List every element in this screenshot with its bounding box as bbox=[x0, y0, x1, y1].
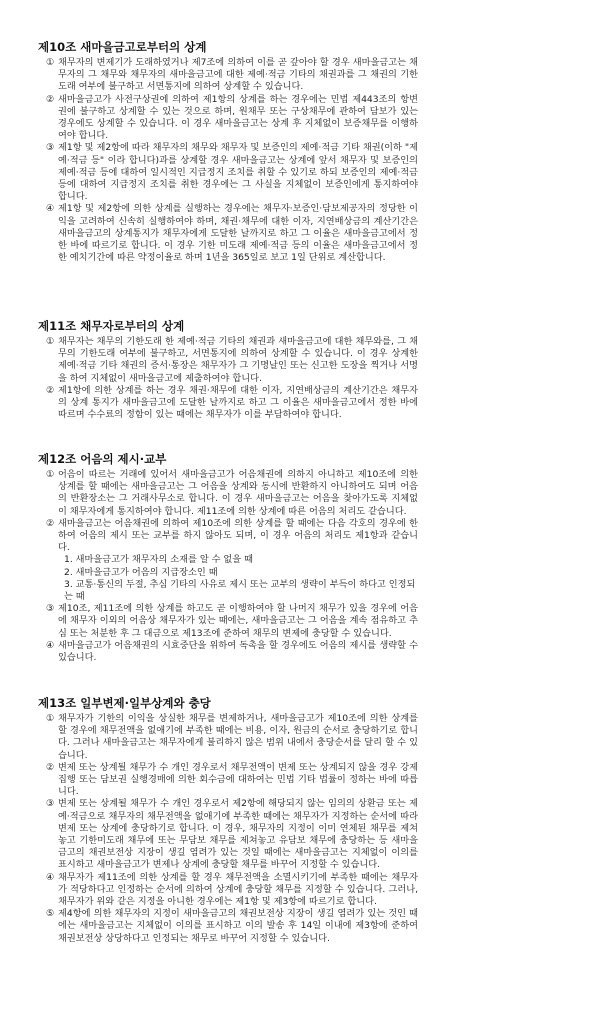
clause-text: 제1항에 의한 상계를 하는 경우 채권·채무에 대한 이자, 지연배상금의 계산기간은 채무자의 상계 통지가 새마을금고에 도달한 날까지로 하고 그 이율은 새마을금고에서 정한 바에 따르며 수수료의 정함이 있는 때에는 채무자가 이를 부담하여야 합니다. bbox=[58, 384, 418, 421]
clause-text: 변제 또는 상계될 채무가 수 개인 경우로서 제2항에 해당되지 않는 임의의 상환금 또는 제예·적금으로 채무자의 채무전액을 없애기에 부족한 때에는 채무자가 지정하는 순서에 따라 변제 또는 상계에 충당하기로 합니다. 이 경우, 채무자의 지정이 이미 연체된 채무를 제쳐놓고 기한미도래 채무에 또는 무담보 채무를 제쳐놓고 유담보 채무에 충당하는 등 새마을금고의 채권보전상 지장이 생길 염려가 있는 것일 때에는 새마을금고는 지체없이 이의를 표시하고 새마을금고가 변제나 상계에 충당할 채무를 바꾸어 지정할 수 있습니다. bbox=[58, 798, 418, 871]
clause bbox=[46, 762, 418, 799]
clause-text: 어음이 따르는 거래에 있어서 새마을금고가 어음채권에 의하지 아니하고 제10조에 의한 상계를 할 때에는 새마을금고는 그 어음을 상계와 동시에 반환하지 아니하여도 되며 어음의 반환장소는 그 거래사무소로 합니다. 이 경우 새마을금고는 어음을 찾아가도록 지체없이 채무자에게 통지하여야 합니다. 제11조에 의한 상계에 따른 어음의 처리도 같습니다. bbox=[58, 469, 418, 517]
clause-subitem: 3. 교통·통신의 두절, 추심 기타의 사유로 제시 또는 교부의 생략이 부득이 하다고 인정되는 때 bbox=[64, 578, 416, 603]
article-title: 제12조 어음의 제시·교부 bbox=[38, 452, 167, 466]
clause-text: 새마을금고가 사전구상권에 의하여 제1항의 상계를 하는 경우에는 민법 제443조의 항변권에 불구하고 상계할 수 있는 것으로 하며, 원채무 또는 구상채무에 관하여 담보가 있는 경우에도 상계할 수 있습니다. 이 경우 새마을금고는 상계 후 지체없이 보증채무를 이행하여야 합니다. bbox=[58, 93, 418, 142]
clause bbox=[46, 872, 418, 909]
clause-number: ② bbox=[46, 761, 55, 773]
clause-text: 새마을금고는 어음채권에 의하여 제10조에 의한 상계를 할 때에는 다음 각호의 경우에 한하여 어음의 제시 또는 교부를 하지 않아도 되며, 이 경우 어음의 처리도 제1항과 같습니다. bbox=[58, 517, 418, 554]
left-article bbox=[38, 40, 418, 264]
clause-text: 채무자의 변제기가 도래하였거나 제7조에 의하여 이를 곧 갚아야 할 경우 새마을금고는 채무자의 그 채무와 채무자의 새마을금고에 대한 제예·적금 기타의 채권과를 그 채권의 기한도래 여부에 불구하고 서면통지에 의하여 상계할 수 있습니다. bbox=[58, 57, 418, 93]
clause-text: 변제 또는 상계될 채무가 수 개인 경우로서 채무전액이 변제 또는 상계되지 않을 경우 강제집행 또는 담보권 실행경매에 의한 회수금에 대하여는 민법 기타 법률이 정하는 바에 따릅니다. bbox=[58, 761, 418, 798]
clause-text: 채무자는 채무의 기한도래 한 제예·적금 기타의 채권과 새마을금고에 대한 채무와를, 그 채무의 기한도래 여부에 불구하고, 서면통지에 의하여 상계할 수 있습니다. 이 경우 상계한 제예·적금 기타 채권의 증서·통장은 채무자가 그 기명날인 또는 신고한 도장을 찍거나 서명을 하여 지체없이 새마을금고에 제출하여야 합니다. bbox=[58, 336, 418, 384]
clause-text: 새마을금고가 어음채권의 시효중단을 위하여 독촉을 할 경우에도 어음의 제시를 생략할 수 있습니다. bbox=[58, 639, 418, 664]
clause-number: ③ bbox=[46, 798, 55, 810]
clause bbox=[46, 94, 418, 143]
clause bbox=[46, 469, 418, 518]
clause bbox=[46, 603, 418, 640]
clause-text: 제1항 및 제2항에 따라 채무자의 채무와 채무자 및 보증인의 제예·적금 기타 채권(이하 "제예·적금 등" 이라 합니다)과를 상계할 경우 새마을금고는 상계에 앞서 채무자 및 보증인의 제예·적금 등에 대하여 일시적인 지급정지 조치를 취할 수 있기로 하되 보증인의 제예·적금 등에 대하여 지급정지 조치를 취한 경우에는 그 사실을 지체없이 보증인에게 통지하여야 합니다. bbox=[58, 142, 418, 203]
clause-number: ④ bbox=[46, 871, 55, 883]
clause bbox=[46, 798, 418, 871]
article-title: 제13조 일부변제·일부상계와 충당 bbox=[38, 696, 211, 710]
clause-subitem: 2. 새마을금고가 어음의 지급장소인 때 bbox=[64, 566, 218, 578]
clause-number: ④ bbox=[46, 639, 55, 651]
clause-number: ② bbox=[46, 93, 55, 105]
clause-number: ⑤ bbox=[46, 908, 55, 920]
clause-number: ① bbox=[46, 336, 55, 347]
left-article bbox=[38, 319, 418, 421]
clause bbox=[46, 518, 418, 555]
clause-text: 채무자가 제11조에 의한 상계를 할 경우 채무전액을 소멸시키기에 부족한 때에는 채무자가 적당하다고 인정하는 순서에 의하여 상계에 충당할 채무를 지정할 수 있습니다. 그러나, 채무자가 위와 같은 지정을 아니한 경우에는 제1항 및 제3항에 따르기로 합니다. bbox=[58, 871, 418, 908]
clause-text: 채무자가 기한의 이익을 상실한 채무를 변제하거나, 새마을금고가 제10조에 의한 상계를 할 경우에 채무전액을 없애기에 부족한 때에는 비용, 이자, 원금의 순서로 충당하기로 합니다. 그러나 새마을금고는 채무자에게 불리하지 않은 범위 내에서 충당순서를 달리 할 수 있습니다. bbox=[58, 713, 418, 761]
clause bbox=[46, 640, 418, 664]
clause-text: 제10조, 제11조에 의한 상계를 하고도 곧 이행하여야 할 나머지 채무가 있을 경우에 어음에 채무자 이외의 어음상 채무자가 있는 때에는, 새마을금고는 그 어음을 계속 점유하고 추심 또는 처분한 후 그 대금으로 제13조에 준하여 채무의 변제에 충당할 수 있습니다. bbox=[58, 603, 418, 639]
left-article bbox=[38, 696, 418, 945]
clause-number: ① bbox=[46, 713, 55, 724]
clause bbox=[46, 713, 418, 762]
clause bbox=[46, 385, 418, 422]
clause-number: ② bbox=[46, 384, 55, 396]
clause-text: 제1항 및 제2항에 의한 상계를 실행하는 경우에는 채무자·보증인·담보제공자의 정당한 이익을 고려하여 신속히 실행하여야 하며, 채권·채무에 대한 이자, 지연배상금의 계산기간은 새마을금고의 상계통지가 채무자에게 도달한 날까지로 하고 그 이율은 새마을금고에서 정한 바에 따르기로 합니다. 이 경우 기한 미도래 제예·적금 등의 이율은 새마을금고에서 정한 예치기간에 따른 약정이율로 하며 1년을 365일로 보고 1일 단위로 계산합니다. bbox=[58, 203, 418, 264]
clause-subitem: 1. 새마을금고가 채무자의 소재를 알 수 없을 때 bbox=[64, 554, 253, 566]
clause-number: ① bbox=[46, 57, 55, 68]
clause bbox=[46, 336, 418, 385]
clause bbox=[46, 908, 418, 945]
clause-number: ④ bbox=[46, 203, 55, 215]
clause bbox=[46, 142, 418, 203]
article-title: 제10조 새마을금고로부터의 상계 bbox=[38, 40, 207, 54]
clause-text: 제4항에 의한 채무자의 지정이 새마을금고의 채권보전상 지장이 생길 염려가 있는 것인 때에는 새마을금고는 지체없이 이의를 표시하고 이의 발송 후 14일 이내에 제3항에 준하여 채권보전상 상당하다고 인정되는 채무로 바꾸어 지정할 수 있습니다. bbox=[58, 908, 418, 944]
left-article bbox=[38, 452, 418, 664]
clause-number: ② bbox=[46, 517, 55, 529]
clause-number: ① bbox=[46, 469, 55, 480]
clause bbox=[46, 203, 418, 264]
clause-number: ③ bbox=[46, 142, 55, 154]
clause bbox=[46, 57, 418, 94]
article-title: 제11조 채무자로부터의 상계 bbox=[38, 319, 185, 333]
clause-number: ③ bbox=[46, 603, 55, 615]
